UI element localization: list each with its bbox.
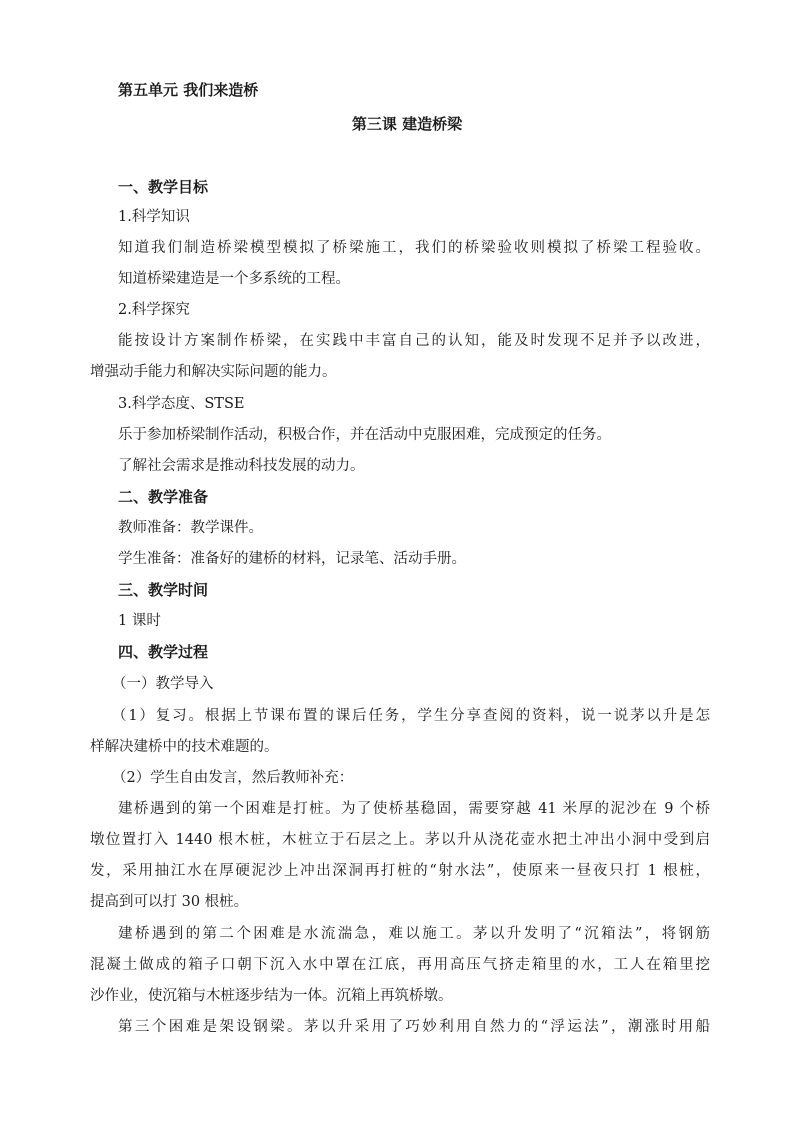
paragraph-first-difficulty-line-4: 提高到可以打 30 根桩。 [90, 894, 249, 910]
subheading-knowledge: 1.科学知识 [118, 209, 190, 225]
unit-title: 第五单元 我们来造桥 [118, 81, 259, 99]
paragraph-second-difficulty-line-3: 沙作业，使沉箱与木桩逐步结为一体。沉箱上再筑桥墩。 [90, 988, 453, 1004]
section-heading-process: 四、教学过程 [118, 643, 209, 661]
paragraph-second-difficulty-line-2: 混凝土做成的箱子口朝下沉入水中罩在江底，再用高压气挤走箱里的水，工人在箱里挖 [90, 957, 710, 973]
prep-student: 学生准备：准备好的建桥的材料，记录笔、活动手册。 [118, 551, 466, 567]
paragraph-knowledge-2: 知道桥梁建造是一个多系统的工程。 [118, 271, 350, 287]
paragraph-inquiry-line-2: 增强动手能力和解决实际问题的能力。 [90, 364, 337, 380]
section-heading-goals: 一、教学目标 [118, 178, 209, 196]
subheading-intro: （一）教学导入 [112, 676, 214, 692]
paragraph-knowledge-1: 知道我们制造桥梁模型模拟了桥梁施工，我们的桥梁验收则模拟了桥梁工程验收。 [118, 240, 710, 256]
paragraph-third-difficulty-line-1: 第三个困难是架设钢梁。茅以升采用了巧妙利用自然力的“浮运法”，潮涨时用船 [118, 1019, 710, 1035]
subheading-attitude: 3.科学态度、STSE [118, 396, 245, 412]
lesson-title: 第三课 建造桥梁 [351, 115, 463, 133]
paragraph-review-line-2: 样解决建桥中的技术难题的。 [90, 739, 279, 755]
paragraph-attitude-1: 乐于参加桥梁制作活动，积极合作，并在活动中克服困难，完成预定的任务。 [118, 427, 611, 443]
section-heading-prep: 二、教学准备 [118, 488, 209, 506]
paragraph-second-difficulty-line-1: 建桥遇到的第二个困难是水流湍急，难以施工。茅以升发明了“沉箱法”，将钢筋 [118, 926, 710, 942]
subheading-inquiry: 2.科学探究 [118, 302, 190, 318]
paragraph-review-line-1: （1）复习。根据上节课布置的课后任务，学生分享查阅的资料，说一说茅以升是怎 [112, 708, 710, 724]
paragraph-attitude-2: 了解社会需求是推动科技发展的动力。 [118, 458, 365, 474]
paragraph-first-difficulty-line-2: 墩位置打入 1440 根木桩，木桩立于石层之上。茅以升从浇花壶水把土冲出小洞中受到启 [90, 832, 710, 848]
paragraph-first-difficulty-line-3: 发，采用抽江水在厚硬泥沙上冲出深洞再打桩的“射水法”，使原来一昼夜只打 1 根桩， [90, 863, 710, 879]
paragraph-discussion: （2）学生自由发言，然后教师补充： [112, 770, 354, 786]
prep-teacher: 教师准备：教学课件。 [118, 520, 263, 536]
paragraph-inquiry-line-1: 能按设计方案制作桥梁，在实践中丰富自己的认知，能及时发现不足并予以改进， [118, 333, 710, 349]
paragraph-first-difficulty-line-1: 建桥遇到的第一个困难是打桩。为了使桥基稳固，需要穿越 41 米厚的泥沙在 9 个桥 [118, 801, 710, 817]
section-heading-time: 三、教学时间 [118, 581, 209, 599]
time-value: 1 课时 [118, 613, 161, 629]
